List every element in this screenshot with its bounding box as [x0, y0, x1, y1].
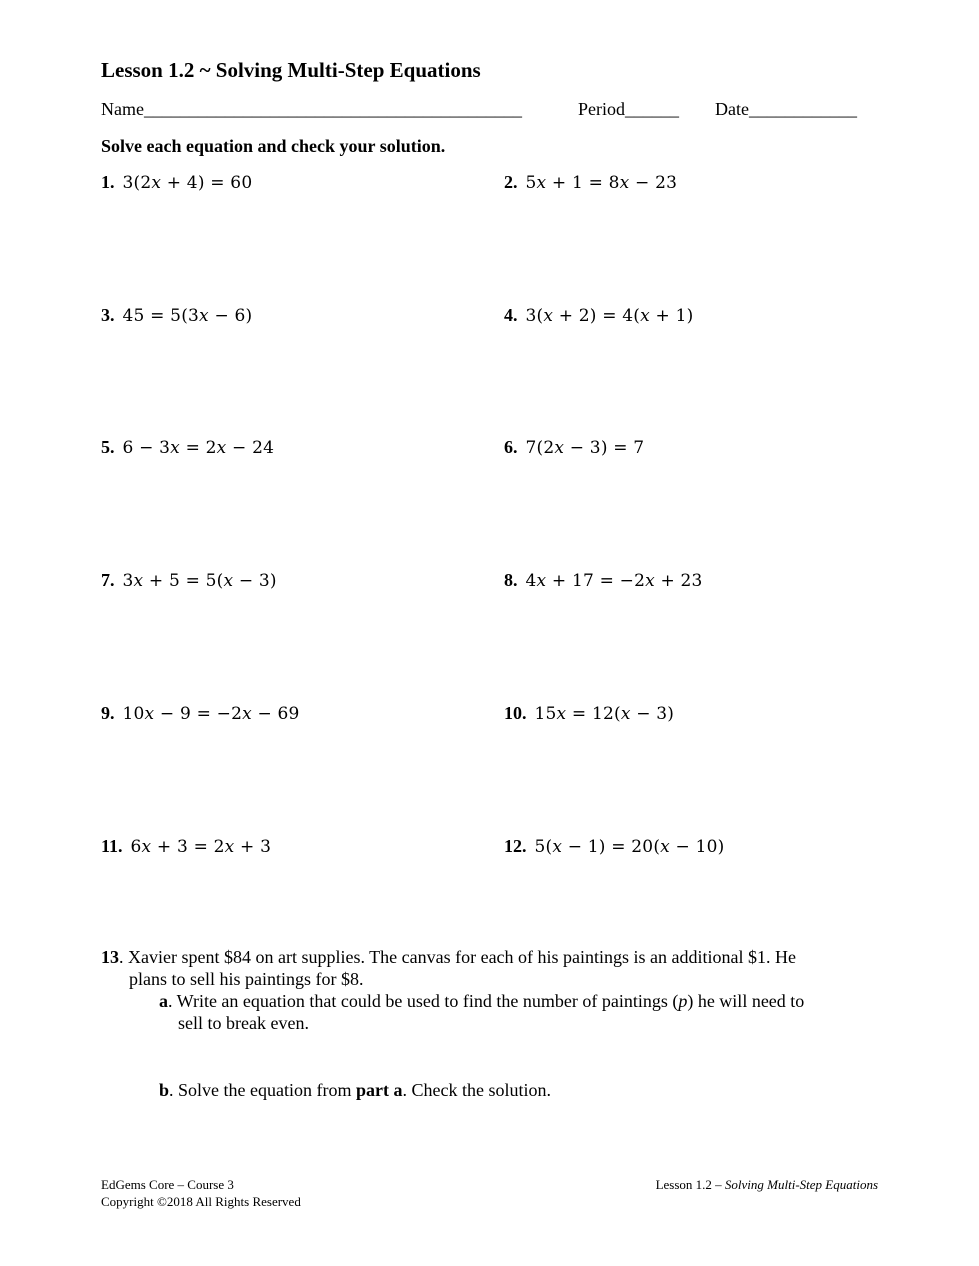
problem-13-part-a: [159, 990, 859, 1034]
footer-right: [656, 1176, 878, 1193]
problem-13: [101, 946, 871, 990]
instructions: Solve each equation and check your solution.: [101, 136, 446, 156]
problem-equation: 4𝑥 + 17 = −2𝑥 + 23: [525, 571, 703, 591]
part-b-text-end: . Check the solution.: [402, 1080, 551, 1100]
problem-number: 5.: [101, 437, 115, 457]
problem-13-text: . Xavier spent $84 on art supplies. The canvas for each of his paintings is an additional $1. He: [119, 947, 797, 967]
problem-number: 6.: [504, 437, 518, 457]
problem-number: 8.: [504, 570, 518, 590]
problem-13-part-b: [159, 1079, 859, 1101]
problem-10: [504, 703, 674, 724]
problem-equation: 3(𝑥 + 2) = 4(𝑥 + 1): [525, 306, 694, 326]
problem-number: 7.: [101, 570, 115, 590]
problem-8: [504, 570, 703, 591]
problem-number: 9.: [101, 703, 115, 723]
problem-equation: 5(𝑥 − 1) = 20(𝑥 − 10): [534, 837, 725, 857]
problem-equation: 5𝑥 + 1 = 8𝑥 − 23: [525, 173, 678, 193]
problem-12: [504, 836, 724, 857]
problem-equation: 3(2𝑥 + 4) = 60: [122, 173, 253, 193]
problem-equation: 7(2𝑥 − 3) = 7: [525, 438, 645, 458]
problem-equation: 15𝑥 = 12(𝑥 − 3): [534, 704, 675, 724]
problem-number: 11.: [101, 836, 123, 856]
problem-2: [504, 172, 677, 193]
problem-equation: 3𝑥 + 5 = 5(𝑥 − 3): [122, 571, 277, 591]
problem-number: 13: [101, 947, 119, 967]
part-b-label: b: [159, 1080, 170, 1100]
problem-number: 2.: [504, 172, 518, 192]
footer-lesson-title: Solving Multi-Step Equations: [724, 1177, 878, 1192]
problem-number: 12.: [504, 836, 527, 856]
problem-13-line2: plans to sell his paintings for $8.: [129, 969, 364, 989]
part-b-bold: part a: [355, 1080, 403, 1100]
problem-13-line1: [101, 946, 796, 968]
footer-course: EdGems Core – Course 3: [101, 1177, 234, 1192]
part-a-text-end: ) he will need to: [687, 991, 805, 1011]
problem-number: 10.: [504, 703, 527, 723]
part-a-variable: p: [678, 991, 688, 1011]
problem-3: [101, 305, 252, 326]
problem-11: [101, 836, 271, 857]
footer-lesson: Lesson 1.2 –: [655, 1177, 725, 1192]
part-b-text: . Solve the equation from: [169, 1080, 356, 1100]
page-title: Lesson 1.2 ~ Solving Multi-Step Equations: [101, 58, 481, 82]
problem-equation: 6𝑥 + 3 = 2𝑥 + 3: [130, 837, 272, 857]
name-field[interactable]: Name__________________________________________: [101, 99, 522, 119]
problem-equation: 6 − 3𝑥 = 2𝑥 − 24: [122, 438, 275, 458]
problem-9: [101, 703, 300, 724]
problem-equation: 45 = 5(3𝑥 − 6): [122, 306, 253, 326]
problem-5: [101, 437, 274, 458]
problem-7: [101, 570, 277, 591]
date-field[interactable]: Date____________: [715, 99, 857, 119]
problem-equation: 10𝑥 − 9 = −2𝑥 − 69: [122, 704, 300, 724]
footer-copyright: Copyright ©2018 All Rights Reserved: [101, 1194, 301, 1209]
problem-number: 3.: [101, 305, 115, 325]
problem-4: [504, 305, 693, 326]
problem-number: 1.: [101, 172, 115, 192]
period-field[interactable]: Period______: [578, 99, 679, 119]
footer-left: [101, 1176, 301, 1210]
problem-1: [101, 172, 252, 193]
problem-6: [504, 437, 644, 458]
part-a-label: a: [159, 991, 168, 1011]
part-a-text: . Write an equation that could be used to find the number of paintings (: [168, 991, 679, 1011]
part-a-line2: sell to break even.: [178, 1013, 309, 1033]
problem-number: 4.: [504, 305, 518, 325]
part-a-line1: [159, 990, 804, 1012]
